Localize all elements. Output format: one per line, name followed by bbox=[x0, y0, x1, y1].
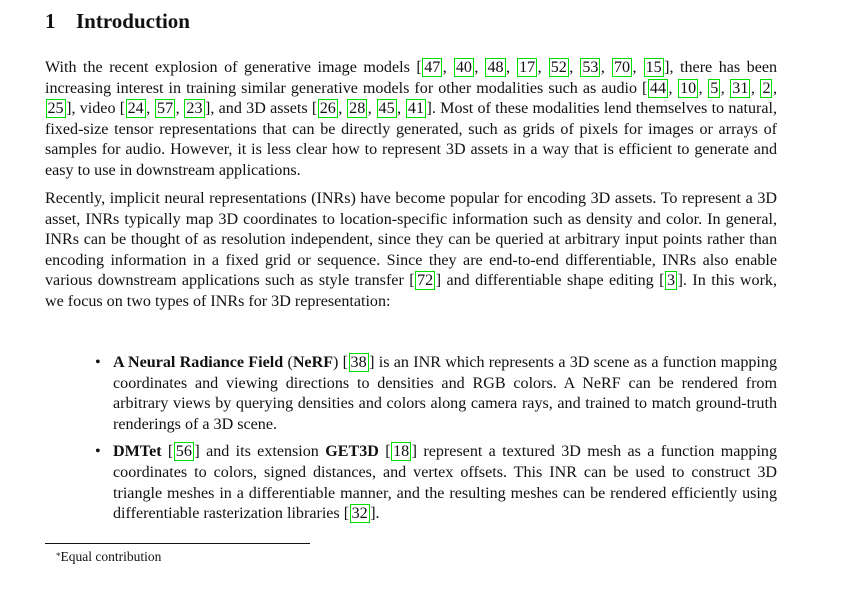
text-run: , bbox=[698, 79, 708, 97]
text-run: , bbox=[506, 59, 517, 76]
citation-link[interactable]: 72 bbox=[417, 272, 434, 290]
section-title: Introduction bbox=[76, 9, 190, 33]
text-run: ], and 3D assets [ bbox=[205, 100, 318, 118]
citation-link[interactable]: 3 bbox=[667, 272, 676, 290]
citation-link[interactable]: 40 bbox=[455, 59, 472, 76]
text-run: [ bbox=[161, 443, 174, 461]
text-run: ( bbox=[283, 354, 293, 371]
citation-link[interactable]: 47 bbox=[424, 59, 441, 76]
text-run: , bbox=[569, 59, 580, 76]
paragraph-2 bbox=[45, 189, 777, 313]
list-item-dmtet bbox=[45, 442, 777, 524]
citation-link[interactable]: 5 bbox=[710, 79, 719, 97]
text-run: ], there has been increasing interest in training similar generative models for other modalities such as audio [ bbox=[45, 59, 778, 97]
footnote-text: Equal contribution bbox=[60, 549, 162, 564]
citation-link[interactable]: 52 bbox=[550, 59, 567, 76]
bold-term: A Neural Radiance Field bbox=[113, 354, 284, 371]
text-run: ] is an INR which represents a 3D scene as a function mapping coordinates and viewing directions to densities and RGB colors. A NeRF can be rendered from arbitrary views by querying densities and colors along camera rays, and trained to match ground-truth renderings of a 3D scene. bbox=[113, 354, 777, 433]
citation-link[interactable]: 70 bbox=[613, 59, 631, 76]
citation-link[interactable]: 23 bbox=[186, 100, 203, 118]
text-run: , bbox=[632, 59, 644, 76]
section-heading bbox=[45, 9, 645, 33]
text-run: ], video [ bbox=[66, 100, 126, 118]
text-run: , bbox=[750, 79, 760, 97]
bullet-icon: • bbox=[95, 354, 101, 371]
footnote bbox=[56, 549, 161, 565]
citation-link[interactable]: 28 bbox=[349, 100, 366, 118]
text-run: Recently, implicit neural representations (INRs) have become popular for encoding 3D assets. To represent a 3D asset, INRs typically map 3D coordinates to location-specific information such as density and color. In general, INRs can be thought of as resolution independent, since they can be queried at arbitrary input points rather than encoding information in a fixed grid or sequence. Since they are end-to-end differentiable, INRs also enable various downstream applications such as style transfer [ bbox=[45, 190, 777, 290]
text-run: With the recent explosion of generative image models [ bbox=[45, 59, 422, 76]
text-run: , bbox=[397, 100, 406, 118]
list-item-nerf bbox=[45, 353, 777, 435]
citation-link[interactable]: 45 bbox=[378, 100, 395, 118]
text-run: , bbox=[600, 59, 612, 76]
text-run: , bbox=[772, 79, 778, 97]
citation-link[interactable]: 31 bbox=[732, 79, 749, 97]
paragraph-1 bbox=[45, 58, 777, 182]
text-run: , bbox=[537, 59, 549, 76]
citation-link[interactable]: 26 bbox=[319, 100, 336, 118]
text-run: , bbox=[338, 100, 347, 118]
citation-link[interactable]: 15 bbox=[645, 59, 662, 76]
citation-link[interactable]: 57 bbox=[157, 100, 174, 118]
inr-types-list bbox=[45, 353, 777, 532]
text-run: ]. bbox=[370, 505, 380, 523]
text-run: , bbox=[474, 59, 485, 76]
citation-link[interactable]: 48 bbox=[487, 59, 504, 76]
text-run: ] represent a textured 3D mesh as a function mapping coordinates to colors, signed distances, and vertex offsets. This INR can be used to construct 3D triangle meshes in a differentiable manner, and the resulting meshes can be rendered efficiently using differentiable rasterization libraries [ bbox=[113, 443, 778, 523]
text-run: , bbox=[175, 100, 184, 118]
list-item-text bbox=[113, 442, 777, 524]
citation-link[interactable]: 17 bbox=[519, 59, 536, 76]
citation-link[interactable]: 56 bbox=[175, 443, 192, 461]
citation-link[interactable]: 10 bbox=[680, 79, 697, 97]
text-run: , bbox=[720, 79, 730, 97]
text-run: , bbox=[668, 79, 678, 97]
bullet-icon: • bbox=[95, 443, 101, 461]
text-run: ]. In this work, we focus on two types of INRs for 3D representation: bbox=[45, 272, 777, 310]
text-run: , bbox=[367, 100, 377, 118]
section-number: 1 bbox=[45, 9, 56, 33]
bold-term: DMTet bbox=[113, 443, 162, 461]
citation-link[interactable]: 38 bbox=[350, 354, 367, 371]
citation-link[interactable]: 25 bbox=[47, 100, 64, 118]
bold-term: NeRF bbox=[292, 354, 334, 371]
text-run: ] and its extension bbox=[194, 443, 326, 461]
text-run: , bbox=[442, 59, 454, 76]
bold-term: GET3D bbox=[325, 443, 379, 461]
citation-link[interactable]: 18 bbox=[393, 443, 410, 461]
citation-link[interactable]: 53 bbox=[582, 59, 599, 76]
citation-link[interactable]: 44 bbox=[649, 79, 667, 97]
citation-link[interactable]: 41 bbox=[407, 100, 425, 118]
text-run: ] and differentiable shape editing [ bbox=[435, 272, 665, 290]
footnote-rule bbox=[45, 543, 310, 544]
citation-link[interactable]: 24 bbox=[127, 100, 144, 118]
citation-link[interactable]: 2 bbox=[762, 79, 771, 97]
text-run: ) [ bbox=[333, 354, 349, 371]
footnote-mark: * bbox=[56, 551, 61, 561]
text-run: , bbox=[146, 100, 155, 118]
text-run: [ bbox=[378, 443, 391, 461]
list-item-text bbox=[113, 353, 777, 435]
citation-link[interactable]: 32 bbox=[351, 505, 368, 523]
text-run: ]. Most of these modalities lend themselves to natural, fixed-size tensor representations that can be directly generated, such as grids of pixels for images or arrays of samples for audio. However, it is less clear how to represent 3D assets in a way that is efficient to generate and easy to use in downstream applications. bbox=[45, 100, 778, 179]
